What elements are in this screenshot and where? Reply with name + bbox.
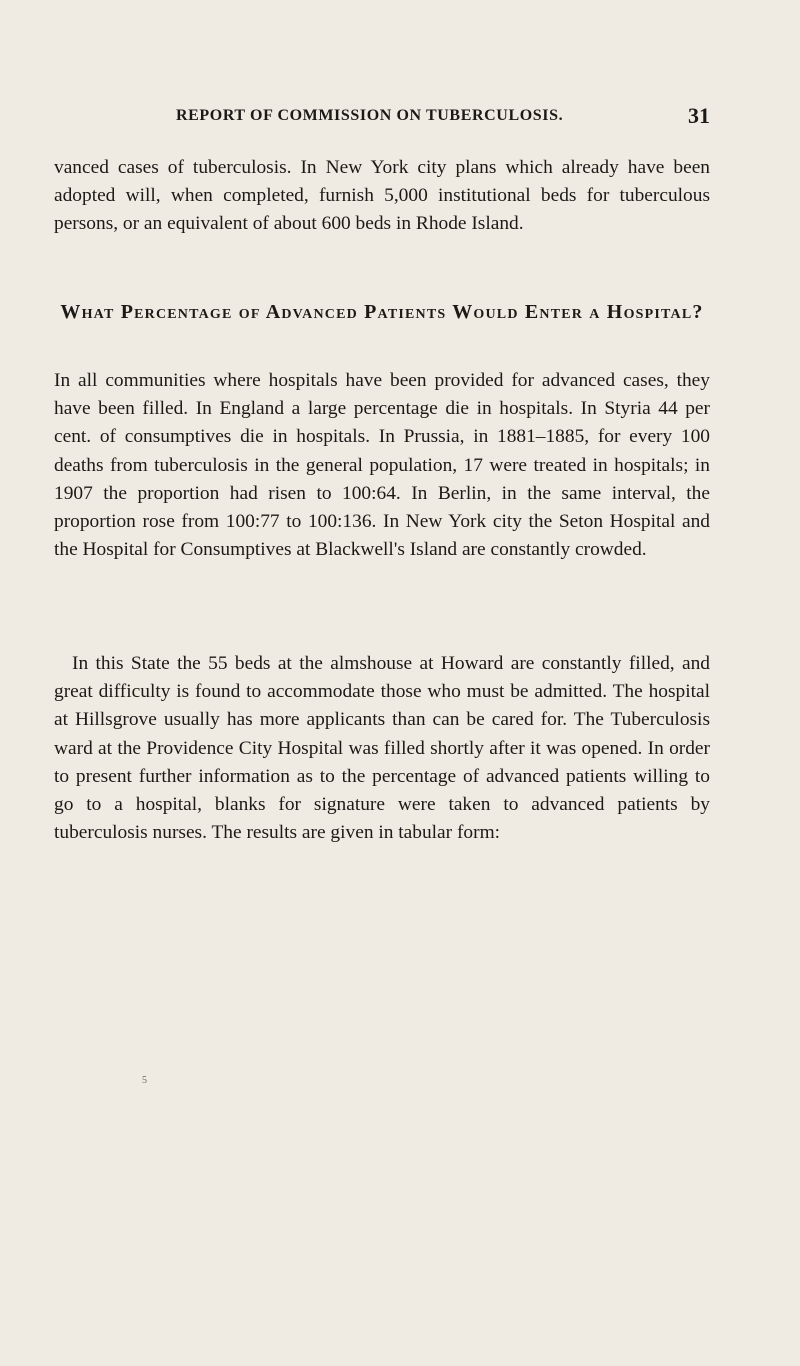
paragraph-hospitals-filled: In all communities where hospitals have been provided for advanced cases, they have been filled. In England a large percentage die in hospitals. In Styria 44 per cent. of consumptives die in hospitals. In Prussia, in 1881–1885, for every 100 deaths from tuberculosis in the general population, 17 were treated in hospitals; in 1907 the proportion had risen to 100:64. In Berlin, in the same interval, the proportion rose from 100:77 to 100:136. In New York city the Seton Hospital and the Hospital for Consumptives at Blackwell's Island are constantly crowded. (54, 370, 710, 561)
paragraph-state-hospitals: In this State the 55 beds at the almshouse at Howard are constantly filled, and great difficulty is found to accommodate those who must be admitted. The hospital at Hillsgrove usually has more applicants than can be cared for. The Tuberculosis ward at the Providence City Hospital was filled shortly after it was opened. In order to present further information as to the percentage of advanced patients willing to go to a hospital, blanks for signature were taken to advanced patients by tuberculosis nurses. The results are given in tabular form: (54, 653, 710, 844)
section-heading: What Percentage of Advanced Patients Would Enter a Hospital? (60, 301, 704, 323)
paragraph-continued: vanced cases of tuberculosis. In New York city plans which already have been adopted will, when completed, furnish 5,000 institutional beds for tuberculous persons, or an equivalent of about 600 beds in Rhode Island. (54, 157, 710, 235)
running-header (54, 103, 710, 129)
page-number: 31 (688, 103, 710, 128)
folio-mark: 5 (142, 1075, 147, 1086)
running-title: REPORT OF COMMISSION ON TUBERCULOSIS. (176, 107, 564, 124)
